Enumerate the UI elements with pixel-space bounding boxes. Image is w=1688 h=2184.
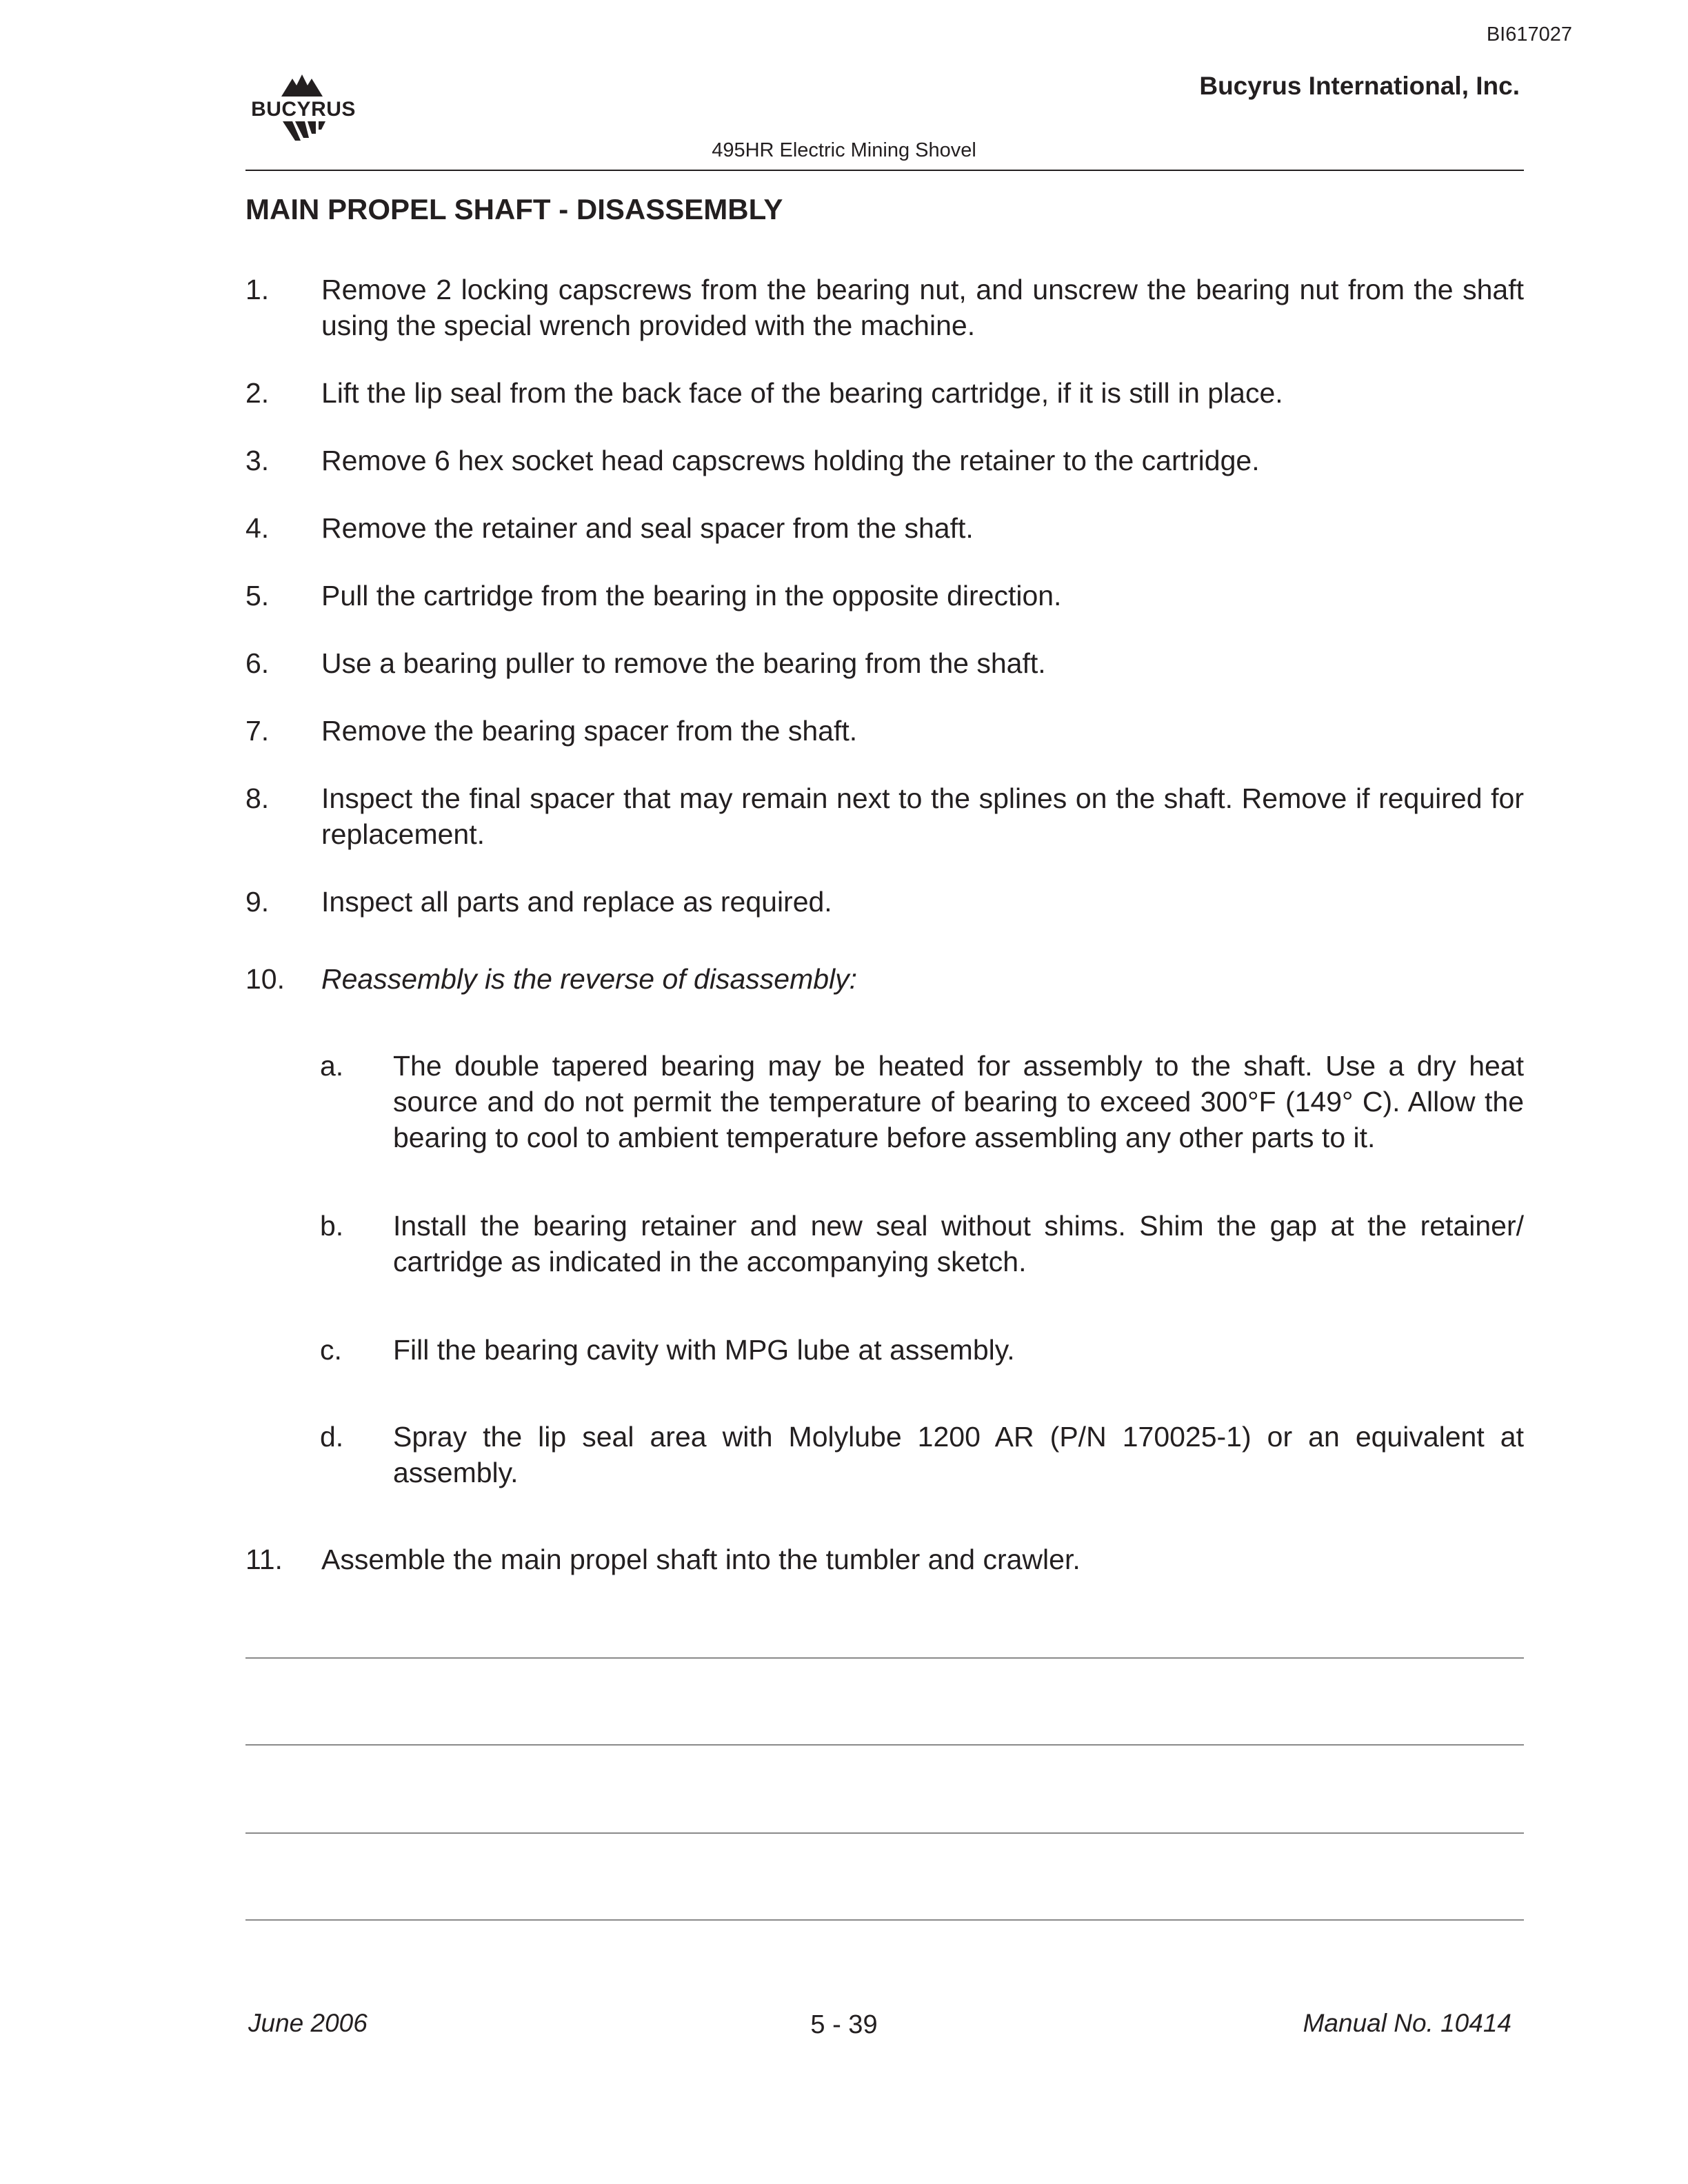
step-text: Assemble the main propel shaft into the tumbler and crawler.	[321, 1544, 1081, 1575]
step-number: 9.	[245, 886, 270, 918]
substep-text: The double tapered bearing may be heated for assembly to the shaft. Use a dry heat source and do not permit the temperature of bearing to exceed 300°F (149° C). Allow the bearing to cool to ambient temperature before assembling any other parts to it.	[393, 1050, 1524, 1153]
list-item	[245, 375, 1524, 411]
substep-letter: d.	[320, 1421, 344, 1453]
list-item	[320, 1208, 1524, 1280]
step-number: 8.	[245, 782, 270, 814]
document-id: BI617027	[1486, 23, 1572, 46]
step-number: 4.	[245, 512, 270, 544]
step-number: 6.	[245, 647, 270, 679]
step-number: 11.	[245, 1544, 283, 1575]
list-item	[245, 578, 1524, 614]
note-line	[245, 1919, 1524, 1921]
note-line	[245, 1657, 1524, 1659]
step-number: 5.	[245, 580, 270, 611]
step-text: Remove 6 hex socket head capscrews holding the retainer to the cartridge.	[321, 445, 1260, 476]
substep-letter: a.	[320, 1050, 344, 1082]
list-item	[245, 884, 1524, 920]
list-item	[245, 780, 1524, 852]
note-line	[245, 1832, 1524, 1834]
list-item	[320, 1332, 1524, 1368]
step-text: Remove 2 locking capscrews from the bearing nut, and unscrew the bearing nut from the shaft using the special wrench provided with the machine.	[321, 274, 1524, 341]
step-text: Inspect the final spacer that may remain next to the splines on the shaft. Remove if required for replacement.	[321, 782, 1524, 850]
list-item	[245, 1541, 1524, 1577]
substep-text: Install the bearing retainer and new seal without shims. Shim the gap at the retainer/ cartridge as indicated in the accompanying sketch.	[393, 1210, 1524, 1277]
note-line	[245, 1744, 1524, 1746]
step-number: 3.	[245, 445, 270, 476]
step-number: 7.	[245, 715, 270, 747]
bucyrus-logo	[241, 72, 365, 148]
substep-letter: c.	[320, 1334, 342, 1366]
step-text: Remove the bearing spacer from the shaft.	[321, 715, 858, 747]
list-item	[245, 961, 1524, 997]
step-text: Pull the cartridge from the bearing in the opposite direction.	[321, 580, 1062, 611]
manual-subtitle: 495HR Electric Mining Shovel	[712, 139, 976, 161]
list-item	[245, 272, 1524, 343]
step-text: Lift the lip seal from the back face of the bearing cartridge, if it is still in place.	[321, 377, 1283, 409]
list-item	[245, 443, 1524, 478]
list-item	[320, 1419, 1524, 1490]
substep-text: Spray the lip seal area with Molylube 1200 AR (P/N 170025-1) or an equivalent at assembly.	[393, 1421, 1524, 1488]
list-item	[245, 510, 1524, 546]
step-text: Inspect all parts and replace as required.	[321, 886, 832, 918]
company-name: Bucyrus International, Inc.	[1199, 72, 1520, 100]
step-number: 2.	[245, 377, 270, 409]
step-text: Remove the retainer and seal spacer from the shaft.	[321, 512, 974, 544]
step-number: 1.	[245, 274, 270, 305]
logo-wordmark: BUCYRUS	[251, 98, 356, 121]
step-number: 10.	[245, 963, 285, 995]
section-title: MAIN PROPEL SHAFT - DISASSEMBLY	[245, 193, 783, 225]
header-rule	[245, 170, 1524, 171]
step-text: Use a bearing puller to remove the bearing from the shaft.	[321, 647, 1046, 679]
list-item	[320, 1048, 1524, 1155]
step-text: Reassembly is the reverse of disassembly:	[321, 963, 858, 995]
list-item	[245, 713, 1524, 749]
substep-text: Fill the bearing cavity with MPG lube at assembly.	[393, 1334, 1015, 1366]
footer-manual-number: Manual No. 10414	[1303, 2009, 1511, 2037]
footer-page-number: 5 - 39	[810, 2010, 878, 2039]
substep-letter: b.	[320, 1210, 344, 1242]
footer-date: June 2006	[248, 2009, 368, 2037]
list-item	[245, 645, 1524, 681]
